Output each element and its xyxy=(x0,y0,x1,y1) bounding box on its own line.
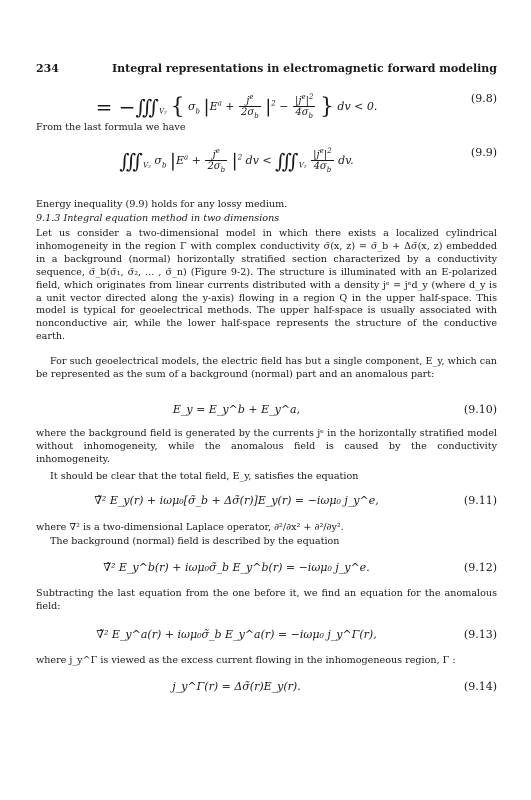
subsection-heading: 9.1.3 Integral equation method in two dimensions xyxy=(36,213,280,224)
paragraph: Energy inequality (9.9) holds for any lossy medium. xyxy=(36,199,288,210)
running-title: Integral representations in electromagnetic forward modeling xyxy=(112,62,497,75)
equation-9-14 xyxy=(36,680,497,704)
paragraph: Subtracting the last equation from the one before it, we find an equation for the anomalous field: xyxy=(36,588,497,612)
equation-body: j_y^Γ(r) = Δσ̃(r)E_y(r). xyxy=(172,680,301,693)
equation-body: ∇̃² E_y(r) + iωμ₀[σ̃_b + Δσ̃(r)]E_y(r) = −iωμ₀ j_y^e, xyxy=(94,494,379,507)
equation-number: (9.13) xyxy=(463,628,497,641)
paragraph: From the last formula we have xyxy=(36,122,186,133)
equation-number: (9.10) xyxy=(463,403,497,416)
paragraph: where j_y^Γ is viewed as the excess current flowing in the inhomogeneous region, Γ : xyxy=(36,655,456,666)
paragraph: The background (normal) field is described by the equation xyxy=(50,536,340,547)
equation-body: ∇̃² E_y^a(r) + iωμ₀σ̃_b E_y^a(r) = −iωμ₀ j_y^Γ(r), xyxy=(96,628,377,641)
equation-9-8: = $-∭_{V_2}$ { $\sigma_b$ $|E^a$ + $\frac{j^e}{2\sigma_b}$ $|^2$ − $\frac{|j^e|^2}{4\sigma_b}$ } dv < 0. (9.8) xyxy=(95,92,497,121)
page-number: 234 xyxy=(36,62,59,75)
equation-body: ∇̃² E_y^b(r) + iωμ₀σ̃_b E_y^b(r) = −iωμ₀ j_y^e. xyxy=(103,561,370,574)
equation-number: (9.8) xyxy=(470,92,497,105)
paragraph: It should be clear that the total field, E_y, satisfies the equation xyxy=(50,471,359,482)
equation-number: (9.12) xyxy=(463,561,497,574)
equation-9-11 xyxy=(36,494,497,518)
paragraph: Let us consider a two-dimensional model in which there exists a localized cylindrical inhomogeneity in the region Γ with complex conductivity σ̃(x, z) = σ̃_b + Δσ̃(x, z) embedded in a background (normal) horizontally stratified section characterized by a conductivity sequence, σ̃_b(σ̃₁, σ̃₂, ... , σ̃_n) (Figure 9-2). The structure is illuminated with an E-polarized field, which originates from linear currents distributed with a density jᵉ = jᵉd_y (where d_y is a unit vector directed along the y-axis) flowing in a region Q in the upper half-space. This model is typical for geoelectrical methods. The upper half-space is usually associated with nonconductive air, while the lower half-space represents the structure of the conductive earth. xyxy=(36,228,497,343)
equation-number: (9.9) xyxy=(470,146,497,159)
equation-number: (9.14) xyxy=(463,680,497,693)
page-header xyxy=(36,62,497,75)
paragraph: where the background field is generated by the currents jᵉ in the horizontally stratified model without inhomogeneity, while the anomalous field is caused by the conductivity inhomogeneity. xyxy=(36,428,497,465)
equation-body: E_y = E_y^b + E_y^a, xyxy=(172,403,301,416)
paragraph: where ∇̃² is a two-dimensional Laplace operator, ∂²/∂x² + ∂²/∂y². xyxy=(36,522,344,533)
paragraph: For such geoelectrical models, the electric field has but a single component, E_y, which can be represented as the sum of a background (normal) part and an anomalous part: xyxy=(36,356,497,380)
equation-9-9: $∭_{V_2}$ $\sigma_b$ $|E^a$ + $\frac{j^e}{2\sigma_b}$ $|^2$ dv < $∭_{V_2}$ $\frac{|j^e|^2}{4\sigma_b}$ dv. (9.9) xyxy=(119,146,497,175)
equation-number: (9.11) xyxy=(463,494,497,507)
equation-9-10 xyxy=(36,403,497,427)
equation-9-13 xyxy=(36,628,497,652)
equation-9-12 xyxy=(36,561,497,585)
